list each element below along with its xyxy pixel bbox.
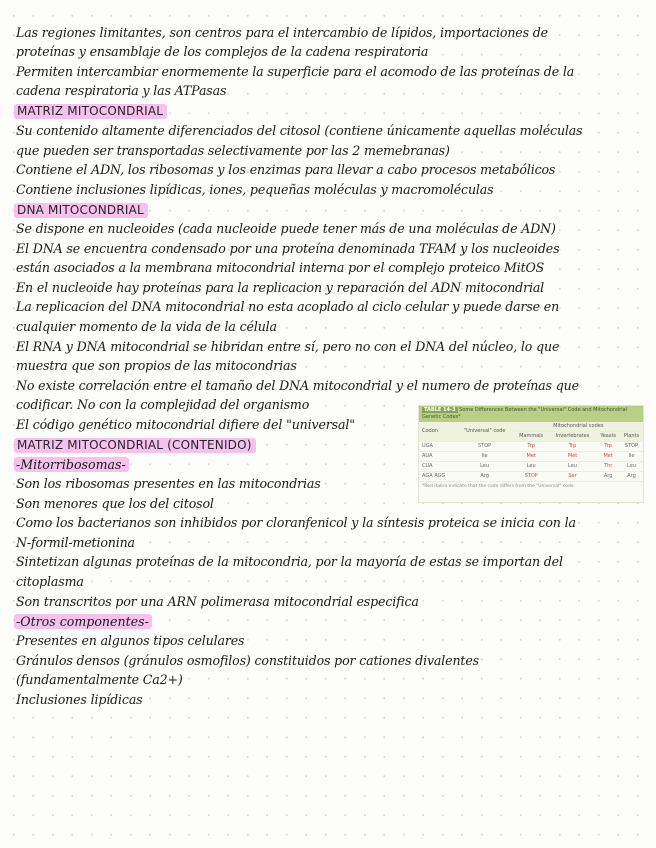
cell: Arg bbox=[620, 472, 643, 482]
cell: Trp bbox=[596, 442, 620, 452]
subheading-mitorribosomas: -Mitorribosomas- bbox=[14, 457, 129, 472]
text-line: están asociados a la membrana mitocondrial interna por el complejo proteico MitOS bbox=[16, 260, 545, 275]
heading-matriz-mitocondrial: MATRIZ MITOCONDRIAL bbox=[14, 104, 167, 119]
col-group-mitochondrial: Mitochondrial codes bbox=[514, 422, 643, 432]
cell: STOP bbox=[514, 472, 549, 482]
cell-codon: AUA bbox=[419, 452, 455, 462]
cell-codon: CUA bbox=[419, 462, 455, 472]
cell: Arg bbox=[596, 472, 620, 482]
cell: Trp bbox=[549, 442, 597, 452]
cell: Met bbox=[596, 452, 620, 462]
text-line: cualquier momento de la vida de la célula bbox=[16, 319, 277, 334]
text-line: muestra que son propios de las mitocondrias bbox=[16, 358, 297, 373]
text-line: cadena respiratoria y las ATPasas bbox=[16, 83, 227, 98]
text-line: citoplasma bbox=[16, 574, 84, 589]
cell: Met bbox=[514, 452, 549, 462]
table-header-row bbox=[419, 422, 643, 432]
cell: Ser bbox=[549, 472, 597, 482]
col-universal: "Universal" code bbox=[455, 422, 513, 442]
cell: Ile bbox=[620, 452, 643, 462]
table-caption bbox=[419, 406, 643, 422]
text-line: El RNA y DNA mitocondrial se hibridan entre sí, pero no con el DNA del núcleo, lo que bbox=[16, 339, 560, 354]
text-line: Contiene el ADN, los ribosomas y los enzimas para llevar a cabo procesos metabólicos bbox=[16, 162, 556, 177]
text-line: Inclusiones lipídicas bbox=[16, 692, 143, 707]
table-footnote: *Red italics indicate that the code differs from the "Universal" code. bbox=[422, 484, 576, 489]
text-line: Su contenido altamente diferenciados del citosol (contiene únicamente aquellas moléculas bbox=[16, 123, 583, 138]
text-line: Contiene inclusiones lipídicas, iones, pequeñas moléculas y macromoléculas bbox=[16, 182, 494, 197]
cell-codon: AGA AGG bbox=[419, 472, 455, 482]
cell-universal: Arg bbox=[455, 472, 513, 482]
table-row bbox=[419, 452, 643, 462]
text-line: Presentes en algunos tipos celulares bbox=[16, 633, 245, 648]
cell-codon: UGA bbox=[419, 442, 455, 452]
genetic-code-table bbox=[418, 405, 644, 503]
text-line: Las regiones limitantes, son centros para el intercambio de lípidos, importaciones de bbox=[16, 25, 548, 40]
text-line: Gránulos densos (gránulos osmofilos) constituidos por cationes divalentes bbox=[16, 653, 479, 668]
table-row bbox=[419, 442, 643, 452]
cell: Leu bbox=[514, 462, 549, 472]
text-line: El código genético mitocondrial difiere del "universal" bbox=[16, 417, 355, 432]
text-line: El DNA se encuentra condensado por una proteína denominada TFAM y los nucleoides bbox=[16, 241, 560, 256]
text-line: Se dispone en nucleoides (cada nucleoide puede tener más de una moléculas de ADN) bbox=[16, 221, 556, 236]
heading-dna-mitocondrial: DNA MITOCONDRIAL bbox=[14, 203, 148, 218]
cell: Thr bbox=[596, 462, 620, 472]
heading-matriz-contenido: MATRIZ MITOCONDRIAL (CONTENIDO) bbox=[14, 438, 256, 453]
table-title: Some Differences Between the "Universal" Code and Mitochondrial Genetic Codes* bbox=[422, 407, 628, 420]
text-line: No existe correlación entre el tamaño del DNA mitocondrial y el numero de proteínas que bbox=[16, 378, 579, 393]
text-line: Sintetizan algunas proteínas de la mitocondria, por la mayoría de estas se importan del bbox=[16, 554, 563, 569]
text-line: Como los bacterianos son inhibidos por cloranfenicol y la síntesis proteica se inicia con la bbox=[16, 515, 576, 530]
text-line: Son los ribosomas presentes en las mitocondrias bbox=[16, 476, 321, 491]
text-line: que pueden ser transportadas selectivamente por las 2 memebranas) bbox=[16, 143, 450, 158]
cell-universal: Leu bbox=[455, 462, 513, 472]
col-codon: Codon bbox=[419, 422, 455, 442]
text-line: (fundamentalmente Ca2+) bbox=[16, 672, 183, 687]
table-row bbox=[419, 472, 643, 482]
cell: Leu bbox=[620, 462, 643, 472]
text-line: Permiten intercambiar enormemente la superficie para el acomodo de las proteínas de la bbox=[16, 64, 575, 79]
text-line: Son menores que los del citosol bbox=[16, 496, 214, 511]
col-mammals: Mammals bbox=[514, 432, 549, 442]
col-yeasts: Yeasts bbox=[596, 432, 620, 442]
cell: Leu bbox=[549, 462, 597, 472]
cell: STOP bbox=[620, 442, 643, 452]
table-grid bbox=[419, 422, 643, 482]
text-line: Son transcritos por una ARN polimerasa mitocondrial especifica bbox=[16, 594, 419, 609]
col-invertebrates: Invertebrates bbox=[549, 432, 597, 442]
table-label: TABLE 14-3 bbox=[424, 407, 456, 413]
text-line: codificar. No con la complejidad del organismo bbox=[16, 397, 310, 412]
cell-universal: Ile bbox=[455, 452, 513, 462]
text-line: La replicacion del DNA mitocondrial no esta acoplado al ciclo celular y puede darse en bbox=[16, 299, 560, 314]
cell-universal: STOP bbox=[455, 442, 513, 452]
cell: Trp bbox=[514, 442, 549, 452]
subheading-otros-componentes: -Otros componentes- bbox=[14, 614, 152, 629]
col-plants: Plants bbox=[620, 432, 643, 442]
cell: Met bbox=[549, 452, 597, 462]
text-line: proteínas y ensamblaje de los complejos de la cadena respiratoria bbox=[16, 44, 429, 59]
text-line: N-formil-metionina bbox=[16, 535, 135, 550]
table-row bbox=[419, 462, 643, 472]
text-line: En el nucleoide hay proteínas para la replicacion y reparación del ADN mitocondrial bbox=[16, 280, 545, 295]
